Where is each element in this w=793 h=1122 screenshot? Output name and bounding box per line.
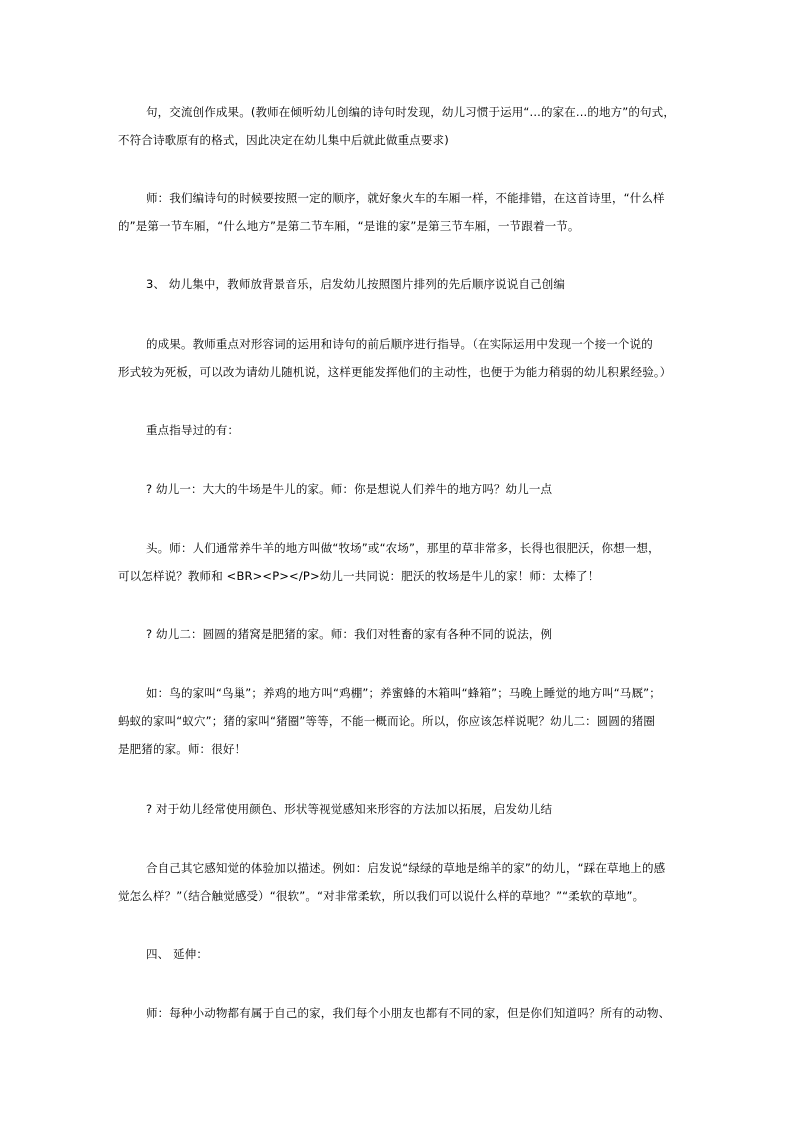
text-line: 形式较为死板，可以改为请幼儿随机说，这样更能发挥他们的主动性，也便于为能力稍弱的幼儿积累经验。） <box>118 365 672 379</box>
text-line: 3、 幼儿集中，教师放背景音乐，启发幼儿按照图片排列的先后顺序说说自己创编 <box>146 277 566 291</box>
text-line: 重点指导过的有： <box>146 423 240 437</box>
text-line: 师：我们编诗句的时候要按照一定的顺序，就好象火车的车厢一样，不能排错，在这首诗里，“什么样 <box>146 191 665 205</box>
text-line: 的成果。教师重点对形容词的运用和诗句的前后顺序进行指导。（在实际运用中发现一个接一个说的 <box>146 337 653 351</box>
text-line: 师：每种小动物都有属于自己的家，我们每个小朋友也都有不同的家，但是你们知道吗？所有的动物、 <box>146 1006 671 1020</box>
text-line: ? 幼儿二：圆圆的猪窝是肥猪的家。师：我们对牲畜的家有各种不同的说法，例 <box>146 627 553 641</box>
text-line: 的”是第一节车厢，“什么地方”是第二节车厢，“是谁的家”是第三节车厢，一节跟着一节。 <box>118 219 580 233</box>
text-line: ? 对于幼儿经常使用颜色、形状等视觉感知来形容的方法加以拓展，启发幼儿结 <box>146 802 553 816</box>
text-line: ? 幼儿一：大大的牛场是牛儿的家。师：你是想说人们养牛的地方吗？幼儿一点 <box>146 482 553 496</box>
text-line: 觉怎么样？”（结合触觉感受）“很软”。“对非常柔软，所以我们可以说什么样的草地？”“柔软的草地”。 <box>118 889 645 903</box>
text-line: 蚂蚁的家叫“蚁穴”；猪的家叫“猪圈”等等，不能一概而论。所以，你应该怎样说呢？幼儿二：圆圆的猪圈 <box>118 714 656 728</box>
text-line: 头。师：人们通常养牛羊的地方叫做“牧场”或“农场”，那里的草非常多，长得也很肥沃，你想一想， <box>146 541 660 555</box>
text-line: 合自己其它感知觉的体验加以描述。例如：启发说“绿绿的草地是绵羊的家”的幼儿，“踩在草地上的感 <box>146 861 666 875</box>
text-line: 是肥猪的家。师：很好！ <box>118 742 247 756</box>
text-line: 如：鸟的家叫“鸟巢”；养鸡的地方叫“鸡棚”；养蜜蜂的木箱叫“蜂箱”；马晚上睡觉的地方叫“马厩”； <box>146 686 661 700</box>
section-heading: 四、 延伸： <box>146 947 209 961</box>
text-line: 句，交流创作成果。(教师在倾听幼儿创编的诗句时发现，幼儿习惯于运用“...的家在...的地方”的句式， <box>146 105 675 119</box>
text-line: 不符合诗歌原有的格式，因此决定在幼儿集中后就此做重点要求) <box>118 133 449 147</box>
text-line: 可以怎样说？教师和 <BR><P></P>幼儿一共同说：肥沃的牧场是牛儿的家！师：太棒了！ <box>118 569 600 583</box>
